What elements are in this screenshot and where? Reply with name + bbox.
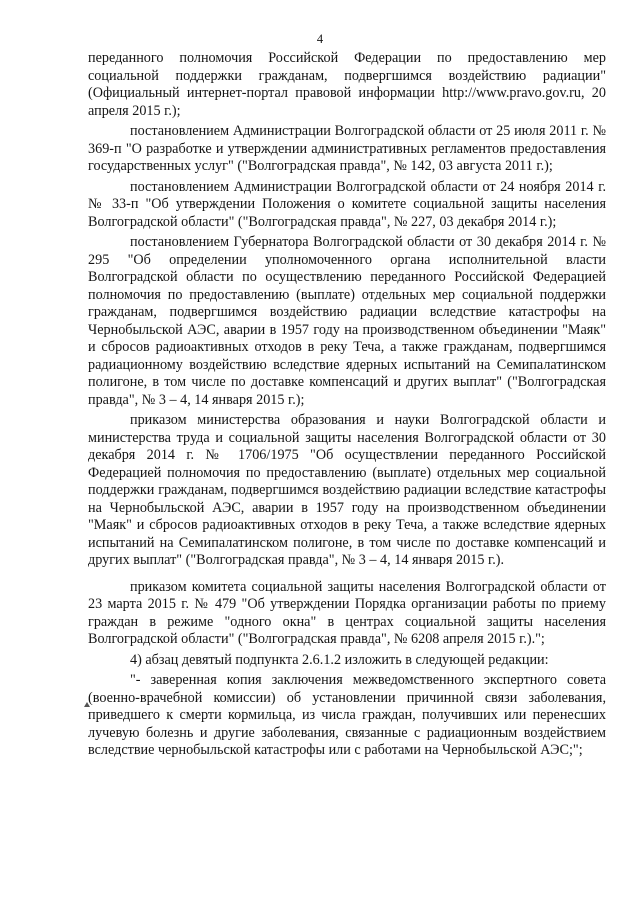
page-number: 4 [316,32,324,46]
paragraph-governor-resolution-295: постановлением Губернатора Волгоградской области от 30 декабря 2014 г. № 295 "Об определении уполномоченного органа исполнительной власти Волгоградской области по осуществлению переданного Российской Федерацией полномочия по предоставлению (выплате) отдельных мер социальной поддержки гражданам, подвергшимся воздействию радиации вследствие катастрофы на Чернобыльской АЭС, аварии в 1957 году на производственном объединении "Маяк" и сбросов радиоактивных отходов в реку Теча, а также гражданам, подвергшимся радиационному воздействию вследствие ядерных испытаний на Семипалатинском полигоне, в том числе по доставке компенсаций и других выплат" ("Волгоградская правда", № 3 – 4, 14 января 2015 г.); [88,234,606,408]
document-body [88,50,606,760]
paragraph-resolution-369p: постановлением Администрации Волгоградской области от 25 июля 2011 г. № 369-п "О разработке и утверждении административных регламентов предоставления государственных услуг" ("Волгоградская правда", № 142, 03 августа 2011 г.); [88,123,606,174]
paragraph-continuation: переданного полномочия Российской Федерации по предоставлению мер социальной поддержки гражданам, подвергшимся воздействию радиации" (Официальный интернет-портал правовой информации http://www.pravo.gov.ru, 20 апреля 2015 г.); [88,50,606,119]
paragraph-amendment-text: "- заверенная копия заключения межведомственного экспертного совета (военно-врачебной комиссии) об установлении причинной связи заболевания, приведшего к смерти кормильца, из числа граждан, получивших или перенесших лучевую болезнь и другие заболевания, связанные с радиационным воздействием вследствие чернобыльской катастрофы или с работами на Чернобыльской АЭС;"; [88,672,606,758]
paragraph-resolution-33p: постановлением Администрации Волгоградской области от 24 ноября 2014 г. № 33-п "Об утверждении Положения о комитете социальной защиты населения Волгоградской области" ("Волгоградская правда", № 227, 03 декабря 2014 г.); [88,178,606,230]
paragraph-amendment-item-4: 4) абзац девятый подпункта 2.6.1.2 изложить в следующей редакции: [130,651,549,668]
paragraph-order-479: приказом комитета социальной защиты населения Волгоградской области от 23 марта 2015 г. № 479 "Об утверждении Порядка организации работы по приему граждан в режиме "одного окна" в центрах социальной защиты населения Волгоградской области" ("Волгоградская правда", № 6208 апреля 2015 г.)."; [88,578,606,647]
paragraph-joint-order-1706-1975: приказом министерства образования и науки Волгоградской области и министерства труда и социальной защиты населения Волгоградской области от 30 декабря 2014 г. № 1706/1975 "Об осуществлении переданного Российской Федерацией полномочия по предоставлению (выплате) отдельных мер социальной поддержки гражданам, подвергшимся воздействию радиации вследствие катастрофы на Чернобыльской АЭС, аварии в 1957 году на производственном объединении "Маяк" и сбросов радиоактивных отходов в реку Теча, а также вследствие ядерных испытаний на Семипалатинском полигоне, в том числе по доставке компенсаций и других выплат" ("Волгоградская правда", № 3 – 4, 14 января 2015 г.). [88,412,606,568]
